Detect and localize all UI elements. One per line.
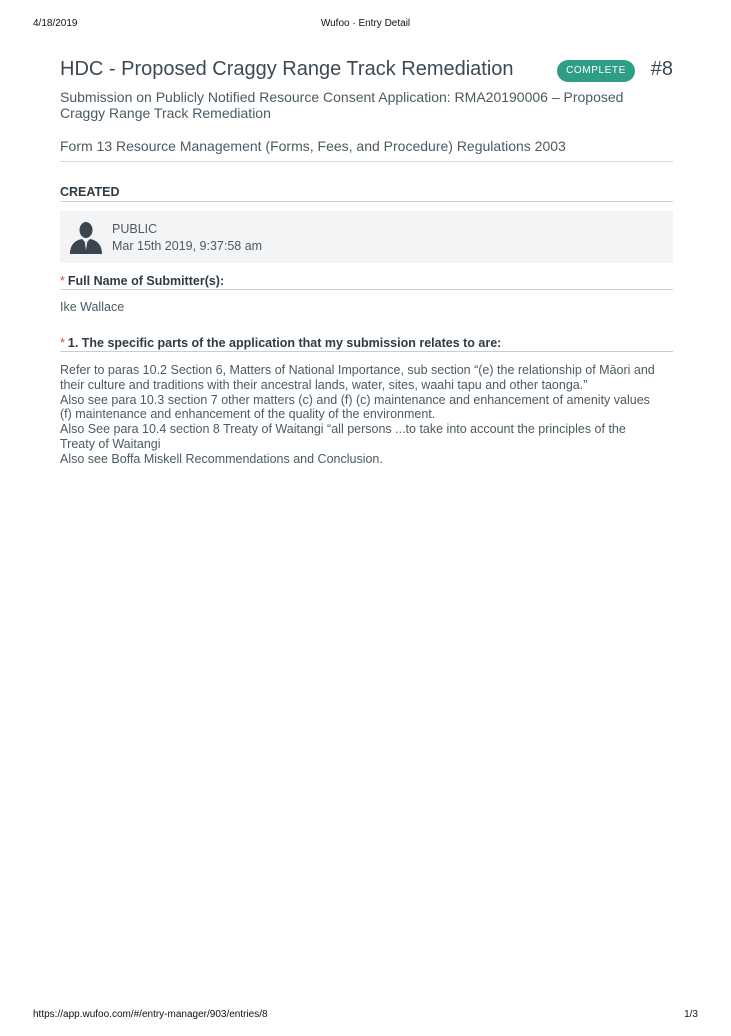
entry-detail [60,56,673,467]
print-title: Wufoo · Entry Detail [320,18,411,29]
required-marker: * [60,336,65,350]
field-specific-parts [60,336,673,467]
answer-line: Treaty of Waitangi [60,436,161,451]
answer-line: their culture and traditions with their ancestral lands, water, sites, waahi tapu and other taonga.” [60,377,588,392]
entry-title: HDC - Proposed Craggy Range Track Remediation [60,58,514,80]
user-silhouette-icon [69,220,103,254]
created-info [60,211,673,263]
field-full-name [60,274,673,314]
field-answer [60,363,673,467]
required-marker: * [60,274,65,288]
field-value: Ike Wallace [60,300,125,314]
answer-line: Also see Boffa Miskell Recommendations and Conclusion. [60,451,383,466]
print-header [0,18,731,32]
field-label [60,274,673,290]
field-label [60,336,673,352]
answer-line: Also see para 10.3 section 7 other matters (c) and (f) (c) maintenance and enhancement of amenity values [60,392,650,407]
field-label-text: 1. The specific parts of the application that my submission relates to are: [67,336,502,350]
answer-line: Also See para 10.4 section 8 Treaty of Waitangi “all persons ...to take into account the principles of the [60,422,626,437]
subtitle-line: Craggy Range Track Remediation [60,105,271,121]
created-heading: CREATED [60,185,673,202]
field-label-text: Full Name of Submitter(s): [67,274,225,288]
entry-subtitle [60,89,673,121]
entry-title-row [60,56,673,88]
subtitle-line: Submission on Publicly Notified Resource Consent Application: RMA20190006 – Proposed [60,89,624,105]
created-by: PUBLIC [112,222,158,236]
answer-line: (f) maintenance and enhancement of the quality of the environment. [60,407,436,422]
print-date: 4/18/2019 [33,18,78,29]
status-badge: COMPLETE [557,60,635,82]
answer-line: Refer to paras 10.2 Section 6, Matters of National Importance, sub section “(e) the relationship of Māori and [60,363,655,377]
created-timestamp: Mar 15th 2019, 9:37:58 am [112,239,263,253]
print-url: https://app.wufoo.com/#/entry-manager/903/entries/8 [33,1009,268,1020]
entry-number: #8 [650,58,673,80]
form-regulation: Form 13 Resource Management (Forms, Fees, and Procedure) Regulations 2003 [60,138,673,162]
page-number: 1/3 [684,1009,698,1020]
